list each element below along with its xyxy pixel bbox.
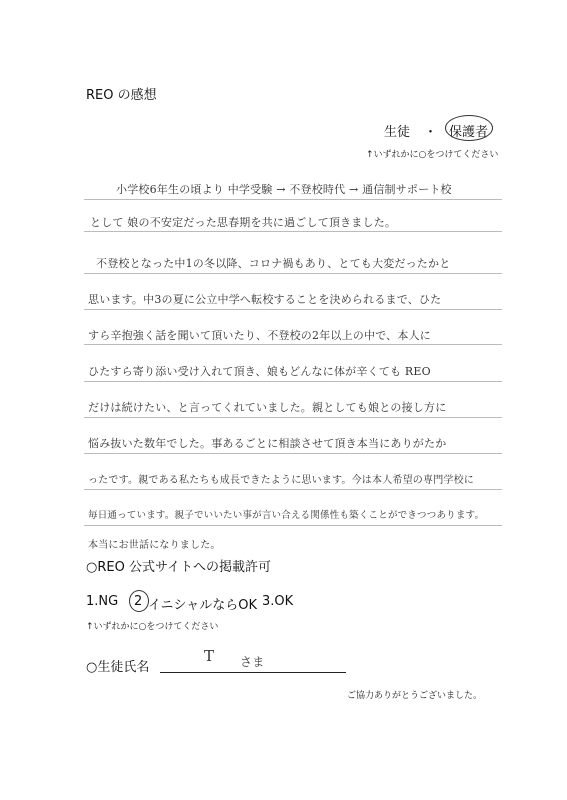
page-title: REO の感想 (86, 88, 157, 103)
student-name-label: ○生徒氏名 (86, 660, 150, 675)
ruled-line (84, 199, 502, 200)
body-line: 悩み抜いた数年でした。事あるごとに相談させて頂き本当にありがたか (88, 437, 447, 450)
ruled-line (84, 417, 502, 418)
body-line: だけは続けたい、と言ってくれていました。親としても娘との接し方に (88, 401, 447, 414)
ruled-line (84, 231, 502, 232)
body-line: 毎日通っています。親子でいいたい事が言い合える関係性も築くことができつつあります。 (88, 510, 485, 521)
body-line: 小学校6年生の頃より 中学受験 → 不登校時代 → 通信制サポート校 (116, 183, 452, 196)
permission-option-ok: 3.OK (262, 594, 294, 609)
body-line: 不登校となった中1の冬以降、コロナ禍もあり、とても大変だったかと (96, 257, 451, 270)
role-student-label: 生徒 (384, 125, 411, 140)
student-honorific: さま (240, 655, 265, 669)
role-guardian-label: 保護者 (449, 125, 489, 140)
body-line: ひたすら寄り添い受け入れて頂き、娘もどんなに体が辛くても REO (88, 365, 431, 378)
role-separator: ・ (424, 125, 438, 140)
ruled-line (84, 309, 502, 310)
permission-hint: ↑いずれかに○をつけてください (86, 622, 219, 632)
body-line: 本当にお世話になりました。 (88, 540, 221, 551)
permission-option-ng: 1.NG (86, 594, 119, 609)
permission-option-initials-number: 2 (134, 594, 143, 609)
student-name-underline (160, 672, 346, 673)
role-hint: ↑いずれかに○をつけてください (366, 150, 499, 160)
ruled-line (84, 489, 502, 490)
ruled-line (84, 525, 502, 526)
ruled-line (84, 273, 502, 274)
body-line: として 娘の不安定だった思春期を共に過ごして頂きました。 (90, 216, 397, 229)
permission-title: ○REO 公式サイトへの掲載許可 (86, 560, 272, 575)
ruled-line (84, 453, 502, 454)
ruled-line (84, 381, 502, 382)
initials-circle-mark (129, 590, 149, 612)
student-initial: T (204, 647, 215, 665)
guardian-circle-mark (445, 115, 493, 141)
body-line: ったです。親である私たちも成長できたように思います。今は本人希望の専門学校に (88, 475, 474, 486)
permission-option-initials-label: イニシャルならOK (148, 598, 257, 613)
body-line: 思います。中3の夏に公立中学へ転校することを決められるまで、ひた (88, 293, 442, 306)
ruled-line (84, 344, 502, 345)
thanks-note: ご協力ありがとうございました。 (347, 691, 483, 701)
body-line: すら辛抱強く話を聞いて頂いたり、不登校の2年以上の中で、本人に (88, 329, 431, 342)
